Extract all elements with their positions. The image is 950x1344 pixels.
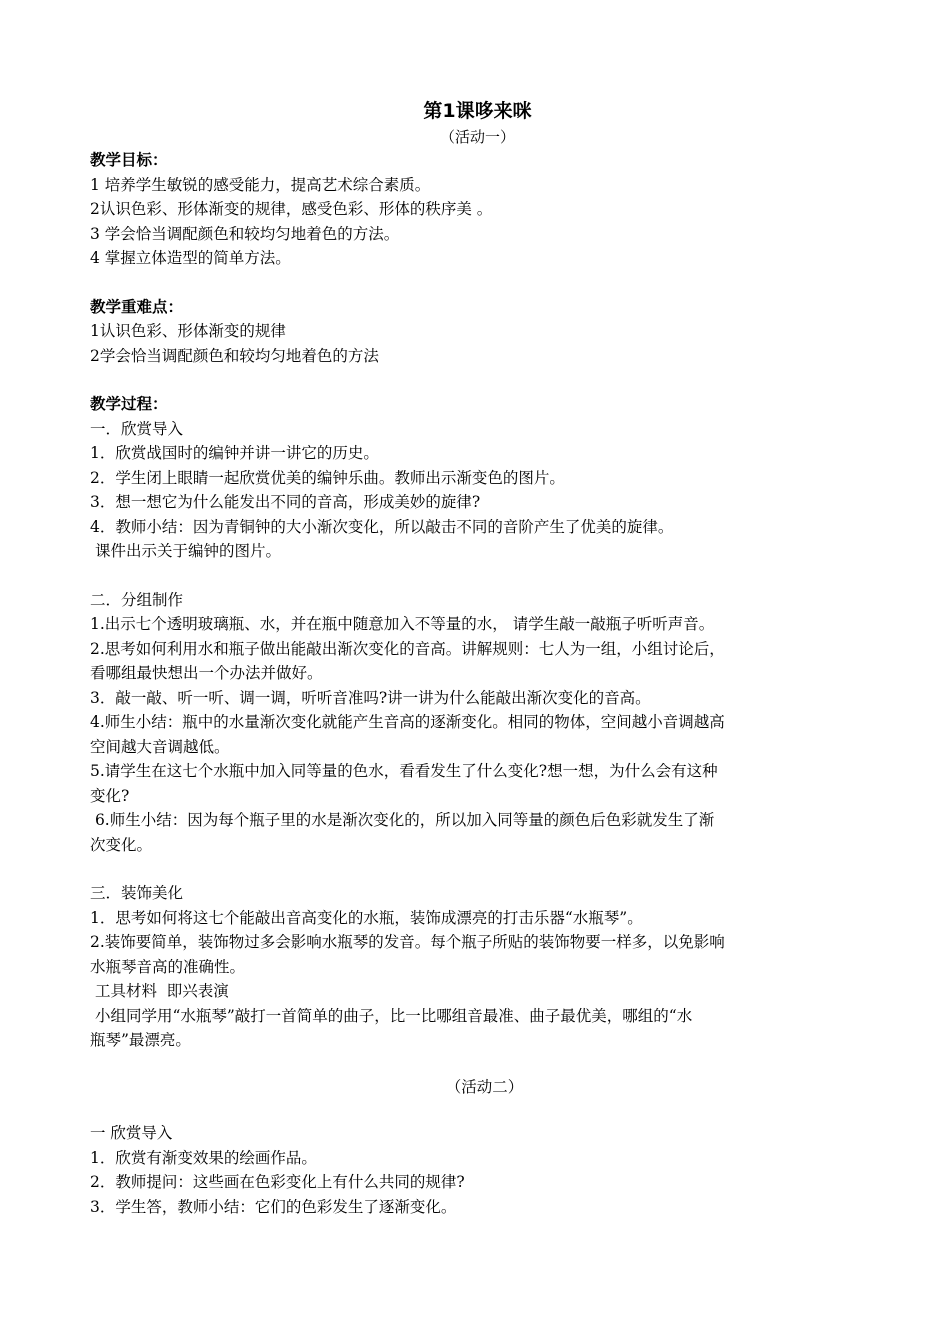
section-title: 一．欣赏导入 — [90, 419, 184, 438]
section-line: 次变化。 — [90, 835, 153, 854]
objectives-list — [90, 173, 865, 271]
section-line: 3．想一想它为什么能发出不同的音高，形成美妙的旋律? — [90, 493, 481, 511]
key-points-list — [90, 319, 865, 368]
activity-one-label: （活动一） — [439, 128, 515, 146]
section-line: 1.出示七个透明玻璃瓶、水，并在瓶中随意加入不等量的水， 请学生敲一敲瓶子听听声音。 — [90, 615, 715, 633]
section-line: 2．教师提问：这些画在色彩变化上有什么共同的规律? — [90, 1173, 465, 1191]
activity-two-section-appreciation — [90, 1121, 865, 1219]
section-line: 水瓶琴音高的准确性。 — [90, 957, 246, 976]
process-section-group-making — [90, 588, 865, 858]
process-section-decoration — [90, 881, 865, 1053]
section-line: 4．教师小结：因为青铜钟的大小渐次变化，所以敲击不同的音阶产生了优美的旋律。 — [90, 517, 674, 536]
process-heading: 教学过程： — [90, 395, 168, 413]
section-line: 小组同学用“水瓶琴”敲打一首简单的曲子，比一比哪组音最准、曲子最优美，哪组的“水 — [90, 1006, 693, 1025]
section-line: 课件出示关于编钟的图片。 — [90, 542, 281, 560]
section-line: 1．欣赏有渐变效果的绘画作品。 — [90, 1148, 317, 1167]
section-line: 1．思考如何将这七个能敲出音高变化的水瓶，装饰成漂亮的打击乐器“水瓶琴”。 — [90, 908, 643, 927]
section-line: 3．学生答，教师小结：它们的色彩发生了逐渐变化。 — [90, 1197, 457, 1216]
key-point-item: 1认识色彩、形体渐变的规律 — [90, 322, 286, 340]
section-title: 一 欣赏导入 — [90, 1124, 173, 1142]
section-title: 二．分组制作 — [90, 590, 184, 609]
key-point-item: 2学会恰当调配颜色和较均匀地着色的方法 — [90, 346, 379, 365]
objective-item: 1 培养学生敏锐的感受能力，提高艺术综合素质。 — [90, 175, 431, 194]
process-section-appreciation — [90, 417, 865, 564]
section-line: 空间越大音调越低。 — [90, 737, 230, 756]
section-line: 2.装饰要简单，装饰物过多会影响水瓶琴的发音。每个瓶子所贴的装饰物要一样多，以免影响 — [90, 933, 725, 951]
section-line: 看哪组最快想出一个办法并做好。 — [90, 664, 323, 682]
section-line: 变化? — [90, 786, 130, 805]
lesson-title: 第1课哆来咪 — [423, 100, 532, 122]
key-points-heading: 教学重难点： — [90, 297, 184, 316]
section-line: 工具材料 即兴表演 — [90, 982, 229, 1000]
section-line: 4.师生小结：瓶中的水量渐次变化就能产生音高的逐渐变化。相同的物体，空间越小音调越高 — [90, 713, 725, 731]
section-line: 6.师生小结：因为每个瓶子里的水是渐次变化的，所以加入同等量的颜色后色彩就发生了渐 — [90, 811, 715, 829]
document-page — [90, 96, 865, 1219]
section-line: 瓶琴”最漂亮。 — [90, 1031, 191, 1049]
section-line: 2.思考如何利用水和瓶子做出能敲出渐次变化的音高。讲解规则：七人为一组，小组讨论后， — [90, 639, 725, 658]
objective-item: 2认识色彩、形体渐变的规律，感受色彩、形体的秩序美 。 — [90, 200, 493, 218]
section-line: 5.请学生在这七个水瓶中加入同等量的色水，看看发生了什么变化?想一想，为什么会有这种 — [90, 762, 718, 780]
objectives-heading: 教学目标： — [90, 151, 168, 169]
objective-item: 3 学会恰当调配颜色和较均匀地着色的方法。 — [90, 224, 400, 243]
section-line: 2．学生闭上眼睛一起欣赏优美的编钟乐曲。教师出示渐变色的图片。 — [90, 468, 565, 487]
section-line: 3．敲一敲、听一听、调一调，听听音准吗?讲一讲为什么能敲出渐次变化的音高。 — [90, 688, 651, 707]
activity-two-label: （活动二） — [445, 1077, 524, 1096]
section-line: 1．欣赏战国时的编钟并讲一讲它的历史。 — [90, 444, 379, 462]
section-title: 三．装饰美化 — [90, 884, 184, 902]
objective-item: 4 掌握立体造型的简单方法。 — [90, 249, 291, 267]
